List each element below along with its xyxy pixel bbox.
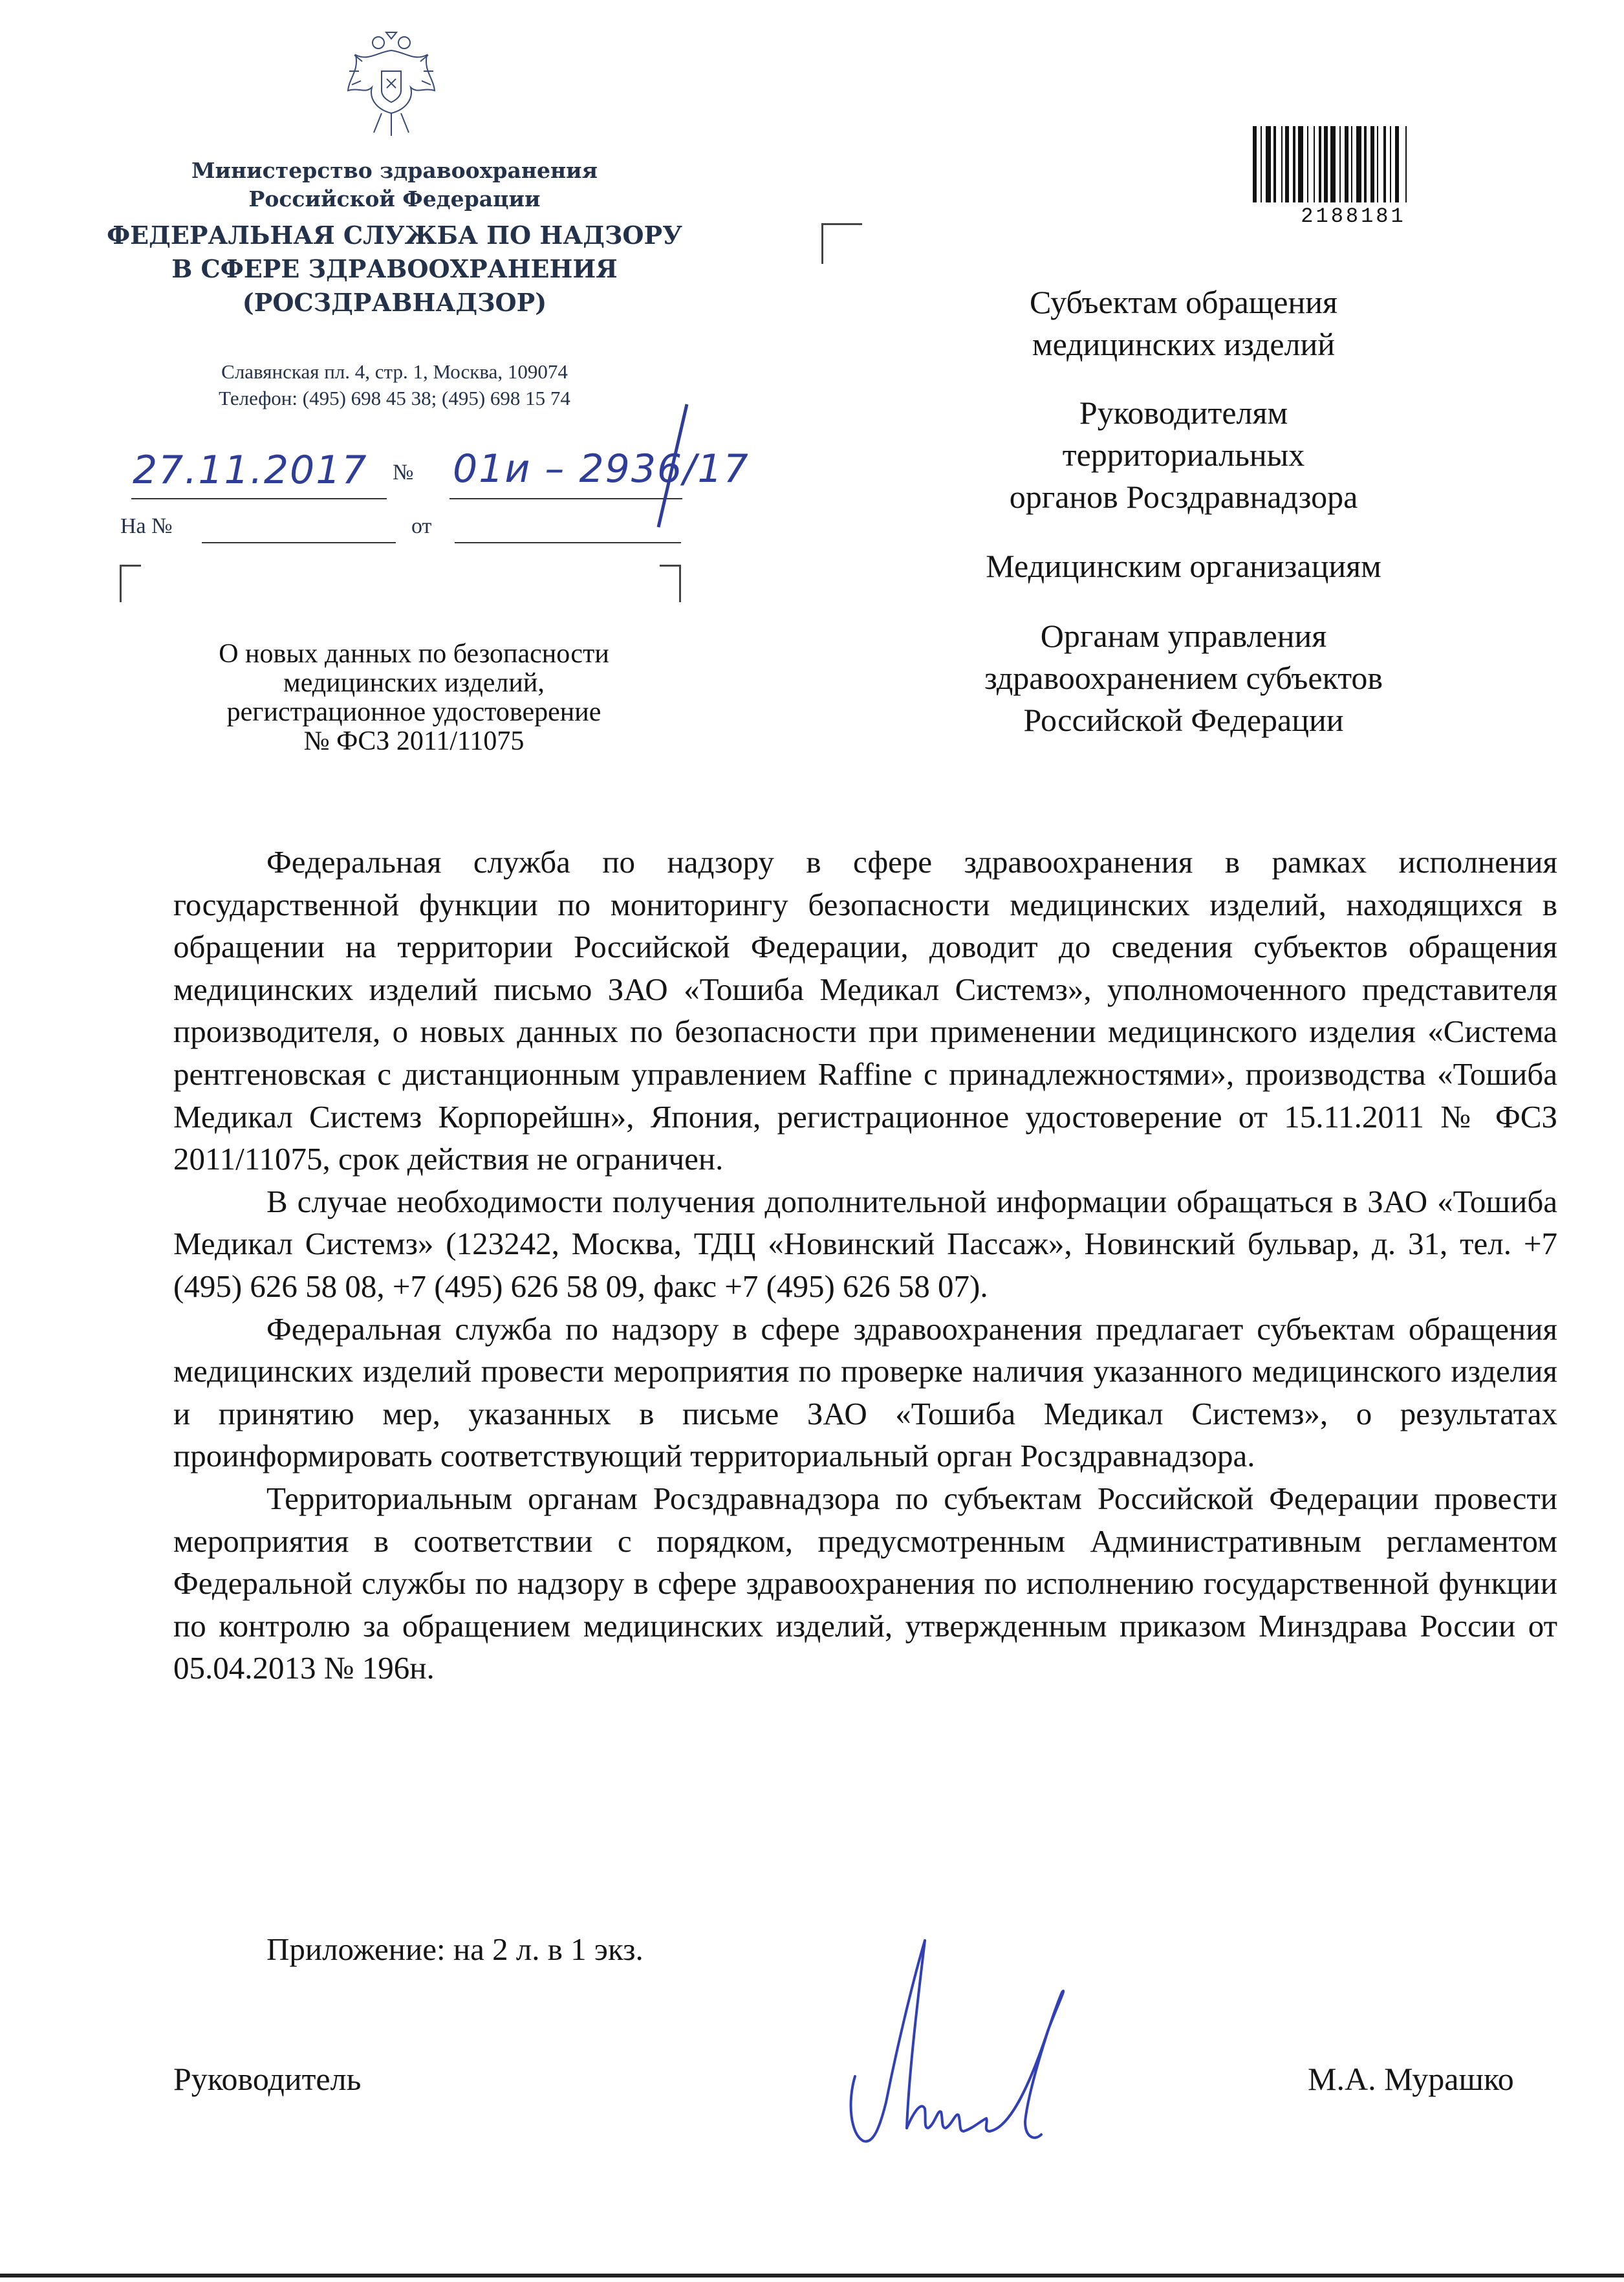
barcode-bar [1377,126,1378,202]
barcode-bar [1330,126,1336,202]
barcode-bar [1266,126,1271,202]
service-name-line3: (РОСЗДРАВНАДЗОР) [242,288,547,317]
signatory-name: М.А. Мурашко [1308,2061,1514,2097]
letterhead-address: Славянская пл. 4, стр. 1, Москва, 109074 [221,360,568,383]
barcode-bar [1364,126,1367,202]
addressee-1-line2: медицинских изделий [1032,326,1336,362]
barcode-bar [1293,126,1295,202]
addressee-corner-mark [821,223,862,264]
addressee-4-line3: Российской Федерации [1023,702,1344,738]
barcode-bar [1339,126,1341,202]
barcode-bar [1356,126,1361,202]
barcode-bar [1351,126,1352,202]
addressee-1-line1: Субъектам обращения [1030,284,1337,320]
barcode-bar [1261,126,1262,202]
body-paragraph-1: Федеральная служба по надзору в сфере здравоохранения в рамках исполнения государственной функции по мониторингу безопасности медицинских изделий, находящихся в обращении на территории Российской Федерации, доводит до сведения субъектов обращения медицинских изделий письмо ЗАО «Тошиба Медикал Системз», уполномоченного представителя производителя, о новых данных по безопасности при применении медицинского изделия «Система рентгеновская с дистанционным управлением Raffine с принадлежностями», производства «Тошиба Медикал Системз Корпорейшн», Япония, регистрационное удостоверение от 15.11.2011 № ФСЗ 2011/11075, срок действия не ограничен. [173,844,1557,1177]
subject-line2: медицинских изделий, [283,668,545,698]
subject-line1: О новых данных по безопасности [219,639,609,669]
outgoing-date: 27.11.2017 [133,448,368,493]
barcode-bar [1324,126,1328,202]
barcode-bar [1405,126,1407,202]
signatory-position: Руководитель [173,2061,362,2097]
addressee-4-line1: Органам управления [1040,618,1327,654]
corner-mark-top-right [660,565,681,602]
body-paragraph-2: В случае необходимости получения дополнительной информации обращаться в ЗАО «Тошиба Медикал Системз» (123242, Москва, ТДЦ «Новинский Пассаж», Новинский бульвар, д. 31, тел. +7 (495) 626 58 08, +7 (495) 626 58 09, факс +7 (495) 626 58 07). [173,1183,1557,1304]
addressee-4-line2: здравоохранением субъектов [984,660,1383,696]
appendix-note: Приложение: на 2 л. в 1 экз. [266,1931,644,1967]
reply-to-label: На № [120,514,173,538]
number-sign-label: № [393,461,414,484]
barcode-bar [1273,126,1276,202]
page-bottom-edge [0,2274,1624,2277]
letter-body [173,841,1557,1690]
barcode-bar [1307,126,1308,202]
barcode-bar [1370,126,1374,202]
barcode-bar [1390,126,1391,202]
barcode-bar [1285,126,1289,202]
coat-of-arms-icon [343,26,440,141]
letterhead-phone: Телефон: (495) 698 45 38; (495) 698 15 74 [219,387,570,409]
ministry-name-line2: Российской Федерации [248,186,541,212]
body-paragraph-3: Федеральная служба по надзору в сфере здравоохранения предлагает субъектам обращения медицинских изделий провести мероприятия по проверке наличия указанного медицинского изделия и принятию мер, указанных в письме ЗАО «Тошиба Медикал Системз», о результатах проинформировать соответствующий территориальный орган Росздравнадзора. [173,1310,1557,1474]
body-paragraph-4: Территориальным органам Росздравнадзора по субъектам Российской Федерации провести мероприятия в соответствии с порядком, предусмотренным Административным регламентом Федеральной службы по надзору в сфере здравоохранения по исполнению государственной функции по контролю за обращением медицинских изделий, утвержденным приказом Минздрава России от 05.04.2013 № 196н. [173,1480,1557,1686]
barcode-bar [1298,126,1303,202]
signature-icon [834,1934,1132,2157]
addressee-2-line1: Руководителям [1079,395,1288,431]
barcode-bar [1395,126,1399,202]
addressee-3-line1: Медицинским организациям [986,548,1381,584]
barcode-bar [1281,126,1283,202]
addressee-2-line2: территориальных [1062,437,1305,473]
subject-line4: № ФСЗ 2011/11075 [303,726,525,756]
barcode-bar [1383,126,1386,202]
addressee-2-line3: органов Росздравнадзора [1009,479,1358,515]
reply-from-label: от [411,514,432,538]
barcode-icon [1251,126,1455,202]
number-underline [449,497,682,499]
barcode-bar [1345,126,1348,202]
ministry-name-line1: Министерство здравоохранения [191,158,598,183]
reply-to-number-blank [202,541,396,543]
service-name-line1: ФЕДЕРАЛЬНАЯ СЛУЖБА ПО НАДЗОРУ [107,221,682,250]
corner-mark-top-left [120,565,141,602]
outgoing-number: 01и – 2936/17 [453,446,750,492]
barcode-number: 2188181 [1301,204,1406,228]
reply-date-blank [455,541,681,543]
barcode-bar [1319,126,1321,202]
date-underline [131,497,387,499]
subject-line3: регистрационное удостоверение [226,697,601,727]
barcode-bar [1314,126,1315,202]
slash-stroke-icon [653,401,692,530]
barcode-bar [1253,126,1257,202]
service-name-line2: В СФЕРЕ ЗДРАВООХРАНЕНИЯ [171,254,618,283]
